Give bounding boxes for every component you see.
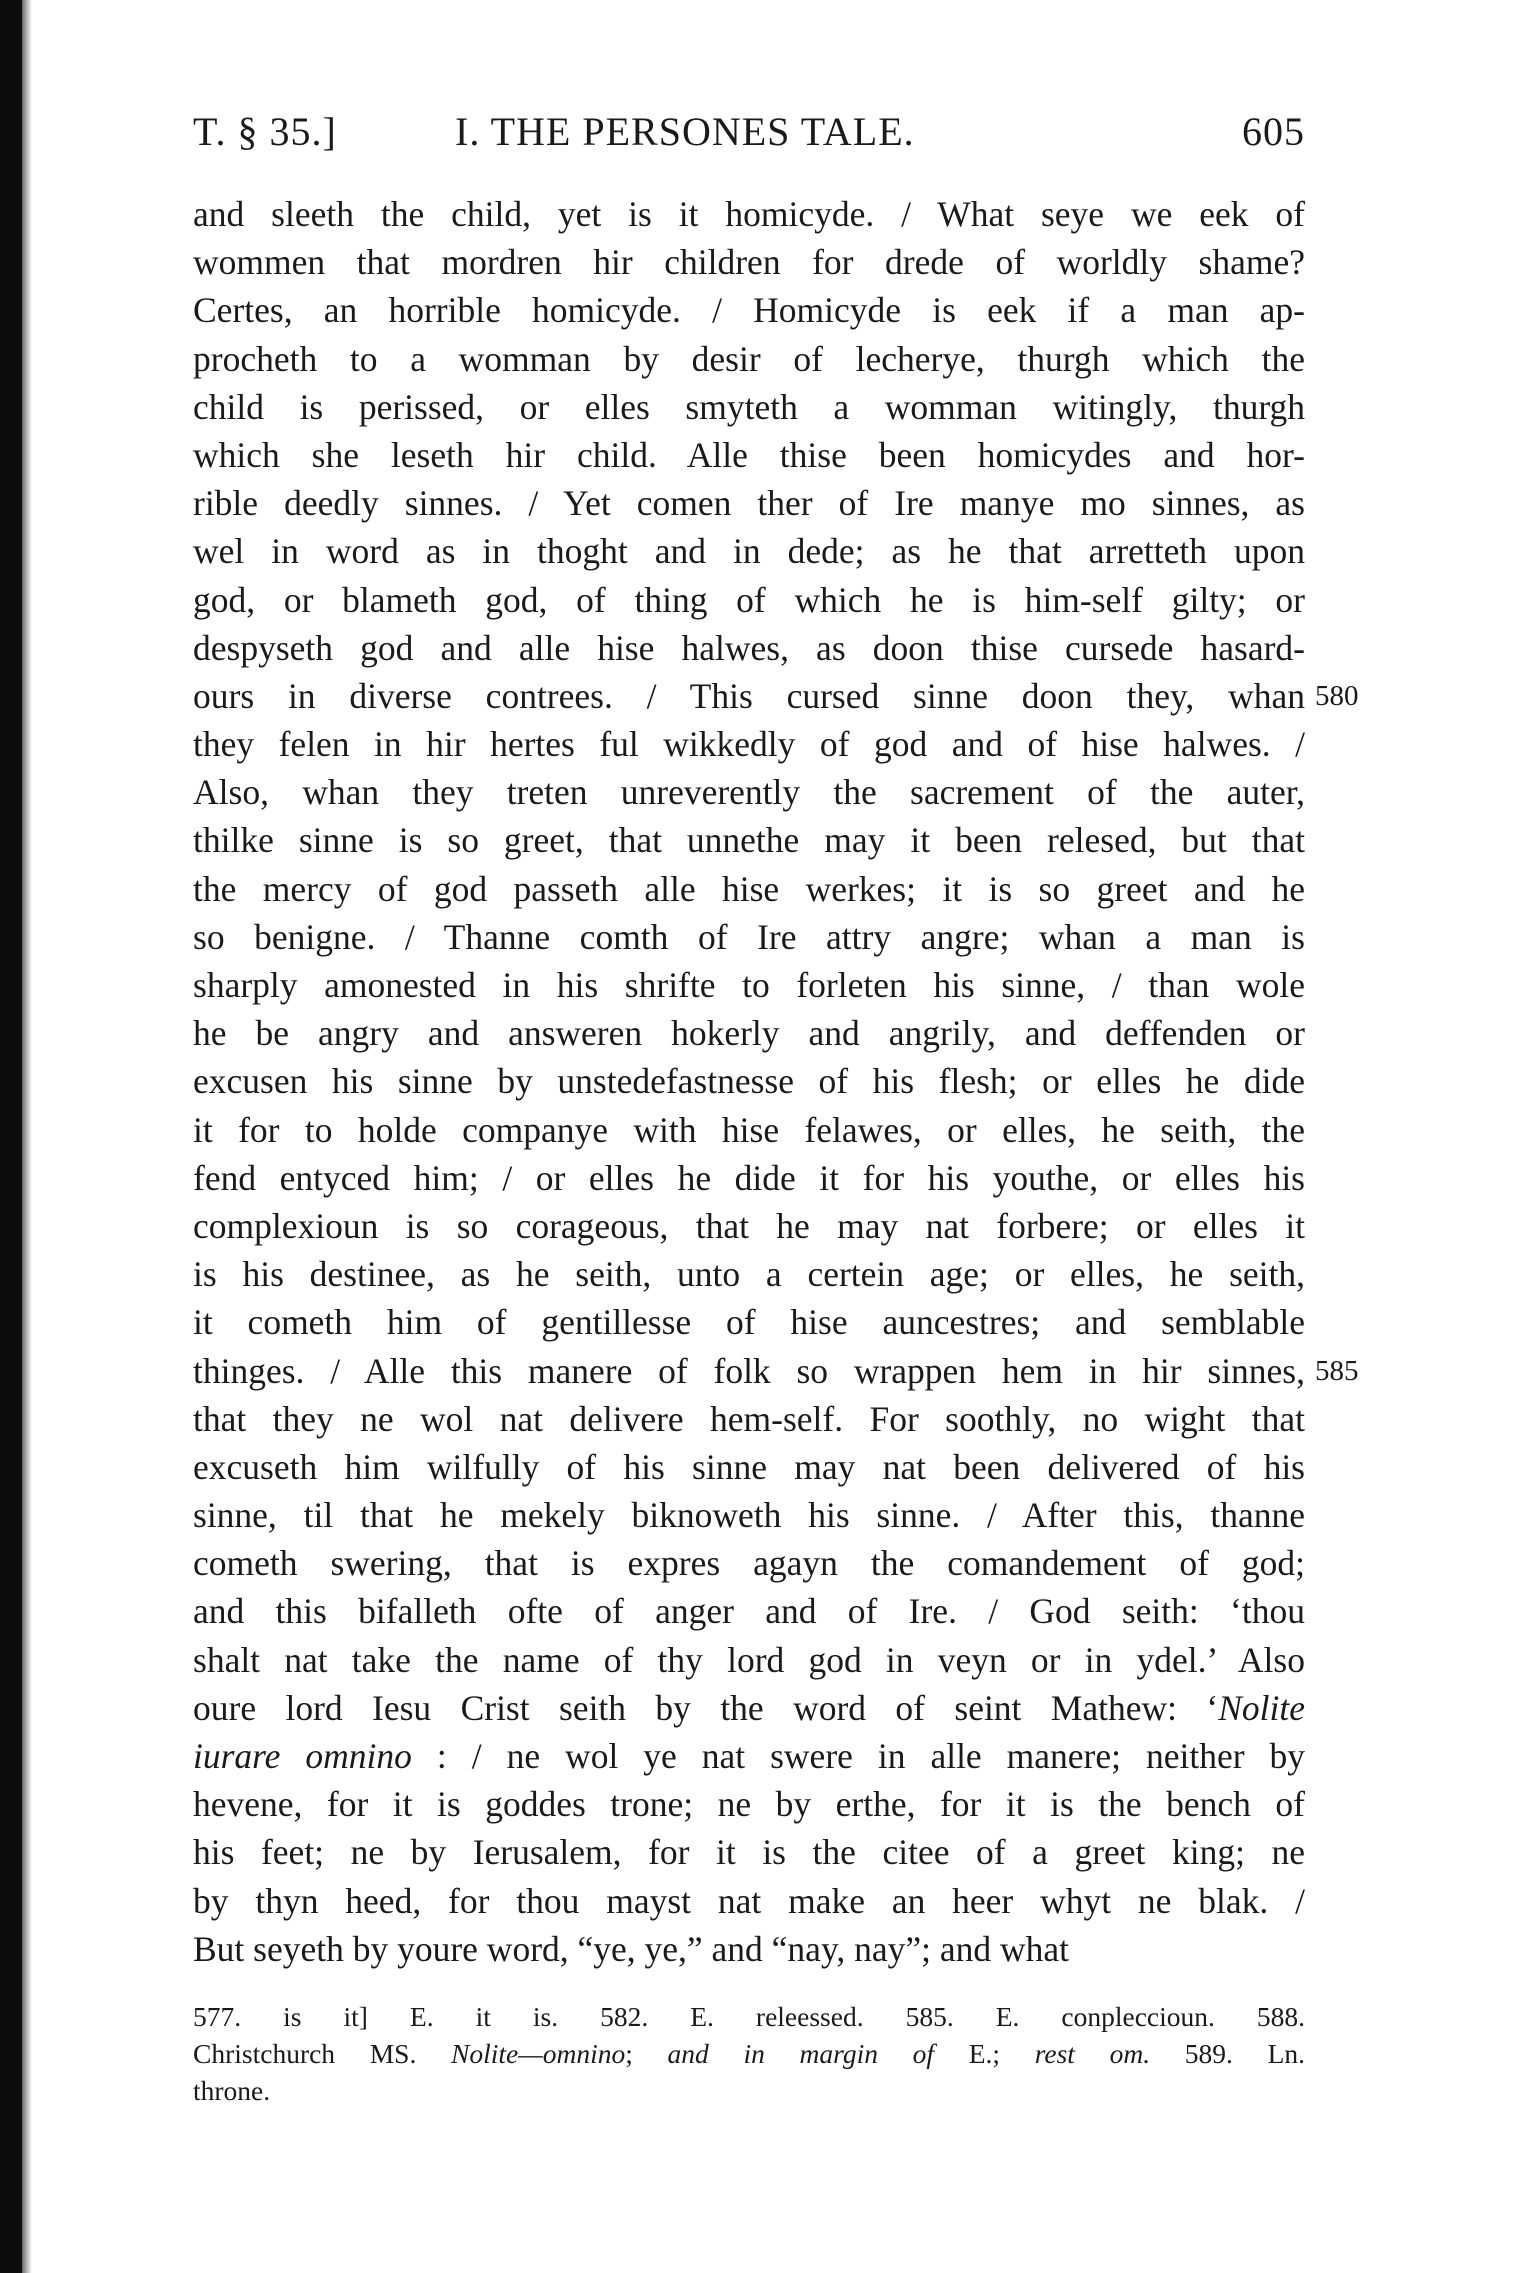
- text-line: and sleeth the child, yet is it homicyde. / What seye we eek of: [193, 194, 1305, 234]
- text-line: that they ne wol nat delivere hem-self. For soothly, no wight that: [193, 1398, 1305, 1439]
- text-line: Also, whan they treten unreverently the sacrement of the auter,: [193, 772, 1305, 813]
- footnote-italic: rest om.: [1034, 2038, 1151, 2069]
- latin-quote: Nolite: [1218, 1687, 1305, 1728]
- footnote-line: [193, 2035, 1305, 2072]
- text-line: wel in word as in thoght and in dede; as he that arretteth upon: [193, 531, 1305, 572]
- text-line: excuseth him wilfully of his sinne may nat been delivered of his: [193, 1446, 1305, 1487]
- text-line: the mercy of god passeth alle hise werkes; it is so greet and he: [193, 868, 1305, 909]
- text-line: which she leseth hir child. Alle thise been homicydes and hor-: [193, 434, 1305, 475]
- latin-quote: iurare omnino: [193, 1736, 412, 1776]
- footnote-italic: Nolite—omnino: [451, 2038, 626, 2069]
- text-line-with-margin-number: [193, 672, 1359, 720]
- text-line: god, or blameth god, of thing of which he is him-self gilty; or: [193, 579, 1305, 620]
- body-text: [193, 190, 1359, 1973]
- line-text: oure lord Iesu Crist seith by the word of seint Mathew: ‘: [193, 1687, 1219, 1728]
- text-line: he be angry and answeren hokerly and angrily, and deffenden or: [193, 1013, 1305, 1054]
- text-line: his feet; ne by Ierusalem, for it is the citee of a greet king; ne: [193, 1832, 1305, 1873]
- text-line: is his destinee, as he seith, unto a certein age; or elles, he seith,: [193, 1254, 1305, 1295]
- footnote: 589. Ln.: [1184, 2038, 1306, 2069]
- text-line: they felen in hir hertes ful wikkedly of god and of hise halwes. /: [193, 724, 1305, 765]
- text-line: and this bifalleth ofte of anger and of Ire. / God seith: ‘thou: [193, 1591, 1305, 1632]
- footnote: 582. E. releessed.: [600, 2001, 864, 2032]
- text-line: procheth to a womman by desir of lecherye, thurgh which the: [193, 338, 1305, 379]
- footnote: 588.: [1256, 2001, 1306, 2032]
- text-line: hevene, for it is goddes trone; ne by erthe, for it is the bench of: [193, 1784, 1305, 1825]
- line-text: : / ne wol ye nat swere in alle manere; neither by: [411, 1736, 1305, 1776]
- page-number: 605: [1242, 109, 1305, 154]
- footnote-italic: and in margin of: [667, 2038, 935, 2069]
- line-number-585: 585: [1315, 1354, 1359, 1387]
- text-line: thilke sinne is so greet, that unnethe may it been relesed, but that: [193, 820, 1305, 861]
- text-line: it cometh him of gentillesse of hise auncestres; and semblable: [193, 1302, 1305, 1343]
- page-binding-edge: [0, 0, 22, 2273]
- section-reference: T. § 35.]: [193, 109, 337, 154]
- text-line-with-italic: [193, 1732, 1305, 1780]
- footnote-line: [193, 1998, 1305, 2035]
- text-line: Certes, an horrible homicyde. / Homicyde is eek if a man ap-: [193, 290, 1305, 331]
- text-line: despyseth god and alle hise halwes, as doon thise cursede hasard-: [193, 627, 1305, 668]
- footnote-punct: ;: [625, 2038, 668, 2069]
- footnote-line: throne.: [193, 2075, 271, 2106]
- line-text: thinges. / Alle this manere of folk so wrappen hem in hir sinnes,: [193, 1350, 1305, 1391]
- line-number-580: 580: [1315, 679, 1359, 712]
- page-binding-shadow: [22, 0, 32, 2273]
- text-line: complexioun is so corageous, that he may nat forbere; or elles it: [193, 1205, 1305, 1246]
- text-line: it for to holde companye with hise felawes, or elles, he seith, the: [193, 1109, 1305, 1150]
- text-line: fend entyced him; / or elles he dide it for his youthe, or elles his: [193, 1157, 1305, 1198]
- running-title: I. THE PERSONES TALE.: [455, 109, 915, 154]
- text-line: excusen his sinne by unstedefastnesse of his flesh; or elles he dide: [193, 1061, 1305, 1102]
- footnote: 577. is it] E. it is.: [193, 2001, 559, 2032]
- text-line: by thyn heed, for thou mayst nat make an heer whyt ne blak. /: [193, 1880, 1305, 1921]
- text-line: shalt nat take the name of thy lord god in veyn or in ydel.’ Also: [193, 1639, 1305, 1680]
- line-text: ours in diverse contrees. / This cursed sinne doon they, whan: [193, 675, 1305, 716]
- footnote-text: E.;: [934, 2038, 1035, 2069]
- text-line: But seyeth by youre word, “ye, ye,” and “nay, nay”; and what: [193, 1928, 1070, 1969]
- text-line: rible deedly sinnes. / Yet comen ther of Ire manye mo sinnes, as: [193, 483, 1305, 524]
- text-line: so benigne. / Thanne comth of Ire attry angre; whan a man is: [193, 916, 1305, 957]
- text-line: child is perissed, or elles smyteth a womman witingly, thurgh: [193, 386, 1305, 427]
- text-line-with-margin-number: [193, 1347, 1359, 1395]
- text-line: wommen that mordren hir children for drede of worldly shame?: [193, 242, 1305, 283]
- text-line: cometh swering, that is expres agayn the comandement of god;: [193, 1543, 1305, 1584]
- footnotes: [193, 1998, 1305, 2109]
- running-header: [193, 108, 1305, 160]
- footnote: 585. E. conpleccioun.: [905, 2001, 1215, 2032]
- text-line: sharply amonested in his shrifte to forleten his sinne, / than wole: [193, 965, 1305, 1005]
- text-line: sinne, til that he mekely biknoweth his sinne. / After this, thanne: [193, 1495, 1305, 1536]
- text-line-with-italic: [193, 1684, 1305, 1732]
- footnote: Christchurch MS.: [193, 2038, 417, 2069]
